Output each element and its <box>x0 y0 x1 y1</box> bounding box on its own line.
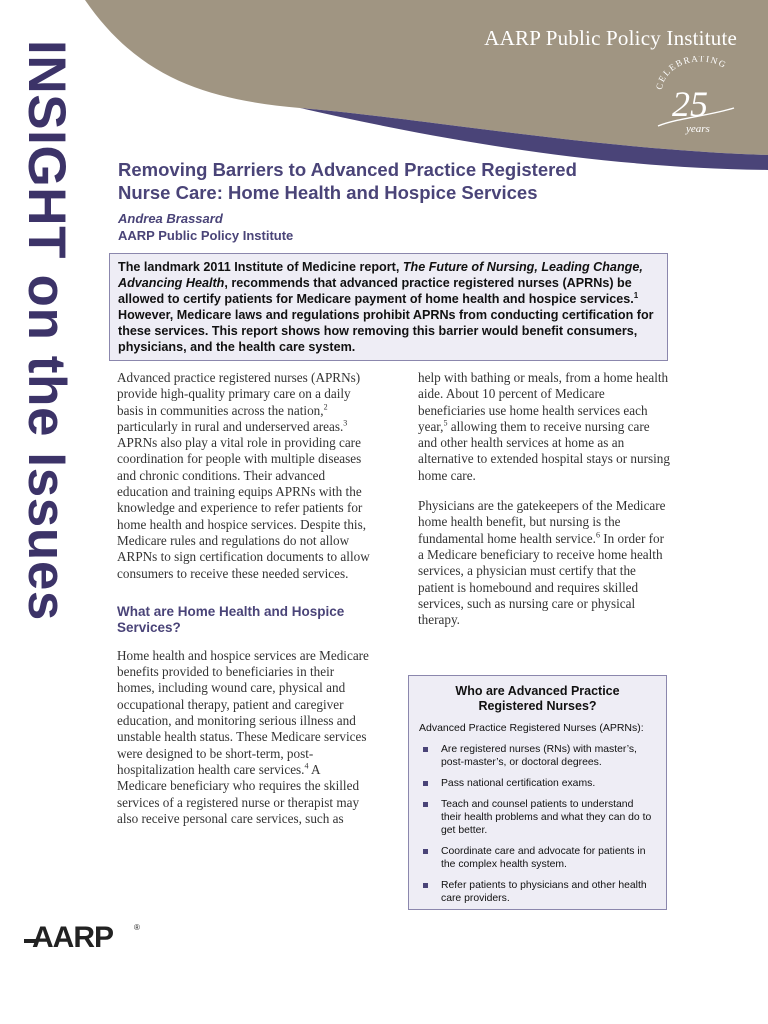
square-bullet-icon <box>423 849 428 854</box>
list-item-text: Teach and counsel patients to understand their health problems and what they can do to get better. <box>441 799 652 836</box>
left-column <box>117 370 372 841</box>
list-item-text: Are registered nurses (RNs) with master’s, post-master’s, or doctoral degrees. <box>441 744 637 768</box>
sidebar-list <box>419 743 656 905</box>
abstract-text-2: , recommends that advanced practice registered nurses (APRNs) be allowed to certify patients for Medicare payment of home health and hospice services. <box>118 276 634 306</box>
list-item <box>419 798 656 837</box>
list-item <box>419 777 656 790</box>
list-item <box>419 845 656 871</box>
square-bullet-icon <box>423 781 428 786</box>
home-health-text-b: A Medicare beneficiary who requires the skilled services of a registered nurse or therapist may also receive personal care services, such as <box>117 761 360 826</box>
sidebar-title: Who are Advanced Practice Registered Nurses? <box>455 684 620 713</box>
author-affiliation: AARP Public Policy Institute <box>118 228 294 243</box>
footnote-ref-6: 6 <box>595 530 600 540</box>
institute-name: AARP Public Policy Institute <box>484 26 737 50</box>
abstract-text-1: The landmark 2011 Institute of Medicine report, <box>118 260 403 274</box>
report-title: The Future of Nursing, Leading Change, Advancing Health <box>118 260 643 290</box>
square-bullet-icon <box>423 883 428 888</box>
anniversary-arc-text: CELEBRATING <box>653 56 729 91</box>
intro-text-c: APRNs also play a vital role in providing care coordination for people with multiple diseases and chronic conditions. Their advanced education and training equips APRNs with the knowledge and experience to refer patients for home health and hospice services. Despite this, Medicare rules and regulations do not allow ARPNs to sign certification documents to allow consumers to receive these needed services. <box>117 435 370 581</box>
aprn-sidebar <box>408 675 667 910</box>
intro-text-b: particularly in rural and underserved areas. <box>117 418 344 434</box>
section-heading: What are Home Health and Hospice Services? <box>117 603 345 635</box>
home-health-text-a: Home health and hospice services are Medicare benefits provided to beneficiaries in their homes, including wound care, physical and occupational therapy, patient and caregiver education, and monitoring serious illness and unstable health status. These Medicare services were designed to be short-term, post-hospitalization health care services. <box>117 647 369 777</box>
intro-text-a: Advanced practice registered nurses (APRNs) provide high-quality primary care on a daily basis in communities across the nation, <box>117 370 361 418</box>
list-item-text: Coordinate care and advocate for patients in the complex health system. <box>441 846 646 870</box>
right-column <box>418 370 670 642</box>
physicians-text-b: In order for a Medicare beneficiary to receive home health services, a physician must certify that the patient is homebound and requires skilled services, such as nursing care or physical therapy. <box>418 530 665 628</box>
home-health-paragraph <box>117 648 372 827</box>
aarp-logo-text: AARP <box>32 921 114 952</box>
title-line-2: Nurse Care: Home Health and Hospice Services <box>118 182 538 203</box>
square-bullet-icon <box>423 747 428 752</box>
physicians-text-a: Physicians are the gatekeepers of the Medicare home health benefit, but nursing is the fundamental home health service. <box>418 498 666 546</box>
footnote-ref-1: 1 <box>633 290 639 300</box>
anniversary-years: years <box>686 123 710 135</box>
list-item <box>419 879 656 905</box>
aarp-logo <box>24 918 142 952</box>
aide-paragraph <box>418 370 670 484</box>
physicians-paragraph <box>418 498 670 628</box>
series-title: INSIGHT on the Issues <box>17 40 76 621</box>
document-title <box>118 158 678 204</box>
aide-text-a: help with bathing or meals, from a home health aide. About 10 percent of Medicare beneficiaries use home health services each year, <box>418 370 669 434</box>
abstract-text-3: However, Medicare laws and regulations prohibit APRNs from conducting certification for these services. This report shows how removing this barrier would benefit consumers, physicians, and the health care system. <box>118 308 654 354</box>
footnote-ref-2: 2 <box>323 402 328 412</box>
anniversary-logo <box>648 56 744 140</box>
intro-paragraph <box>117 370 372 582</box>
anniversary-number: 25 <box>672 84 708 124</box>
abstract-box <box>109 253 668 361</box>
list-item-text: Pass national certification exams. <box>441 778 596 789</box>
registered-mark: ® <box>134 923 140 932</box>
aide-text-b: allowing them to receive nursing care and other health services at home as an alternative to extended hospital stays or nursing home care. <box>418 418 670 483</box>
square-bullet-icon <box>423 802 428 807</box>
sidebar-intro: Advanced Practice Registered Nurses (APRNs): <box>419 722 644 734</box>
list-item <box>419 743 656 769</box>
author-name: Andrea Brassard <box>118 211 223 226</box>
title-line-1: Removing Barriers to Advanced Practice Registered <box>118 159 577 180</box>
footnote-ref-5: 5 <box>443 418 448 428</box>
footnote-ref-4: 4 <box>304 761 309 771</box>
footnote-ref-3: 3 <box>343 418 348 428</box>
list-item-text: Refer patients to physicians and other health care providers. <box>441 880 647 904</box>
